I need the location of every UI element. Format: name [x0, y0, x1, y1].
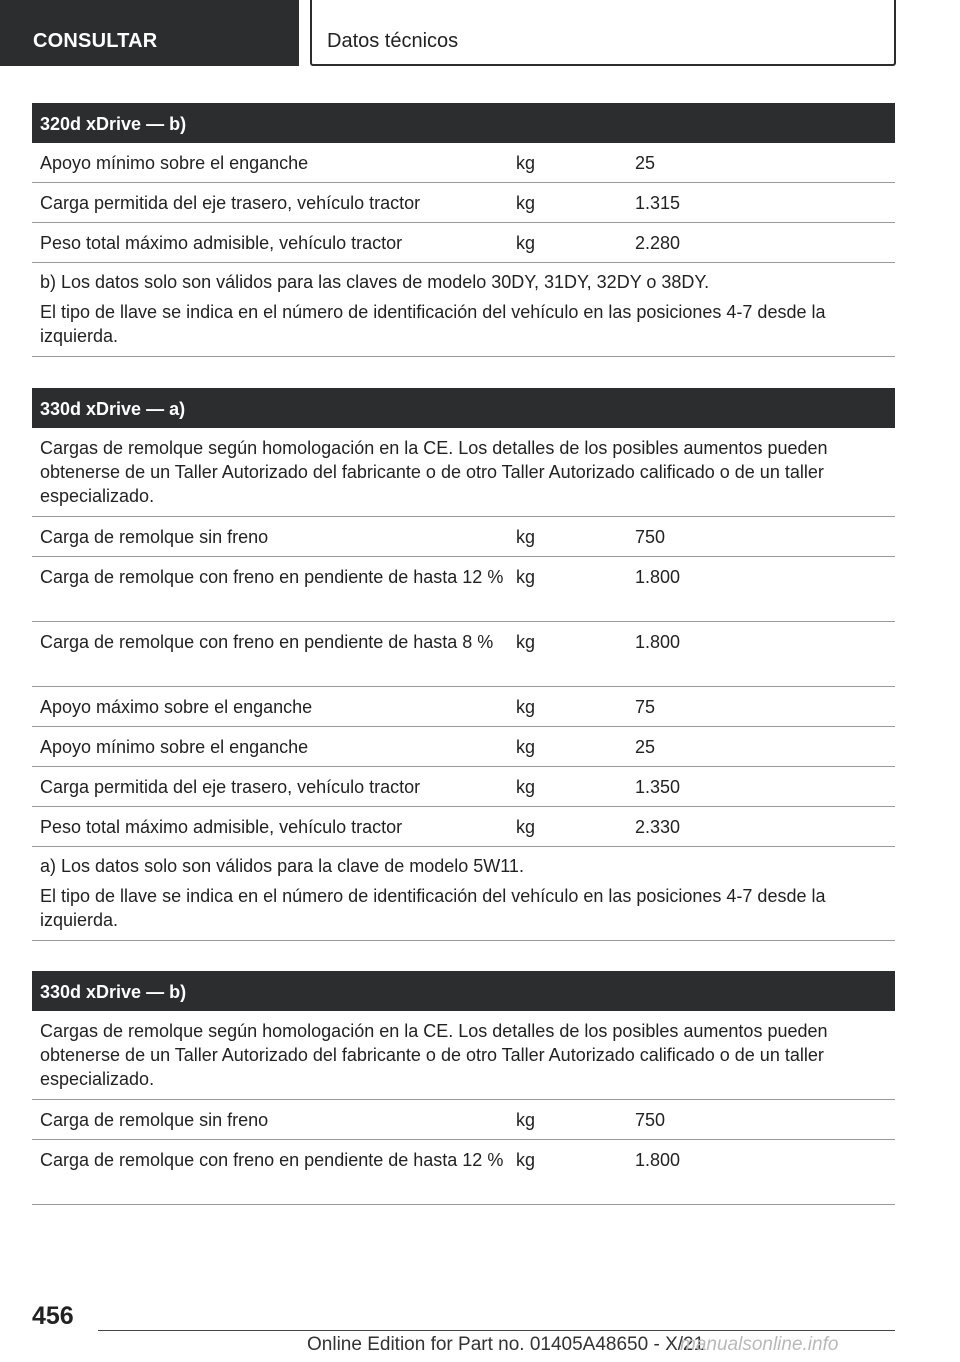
- row-label: Apoyo mínimo sobre el enganche: [40, 153, 309, 173]
- section-title: 330d xDrive — a): [32, 388, 895, 428]
- row-unit: kg: [516, 777, 536, 797]
- table-row: [32, 687, 895, 727]
- section-intro: Cargas de remolque según homologación en la CE. Los detalles de los posibles aumentos pueden obtenerse de un Taller Autorizado del fabricante o de otro Taller Autorizado calificado o de un taller especializado.: [32, 428, 895, 517]
- section-title: 330d xDrive — b): [32, 971, 895, 1011]
- tab-consultar[interactable]: CONSULTAR: [0, 0, 299, 66]
- table-row: [32, 1140, 895, 1205]
- row-value: 25: [635, 153, 656, 173]
- table-row: [32, 807, 895, 847]
- footnote-line: b) Los datos solo son válidos para las claves de modelo 30DY, 31DY, 32DY o 38DY.: [40, 272, 710, 292]
- row-unit: kg: [516, 1150, 536, 1170]
- row-value: 25: [635, 737, 656, 757]
- table-row: [32, 622, 895, 687]
- section-320d-xdrive-b: [32, 103, 895, 357]
- table-row: [32, 1100, 895, 1140]
- row-label: Carga de remolque sin freno: [40, 1110, 269, 1130]
- row-unit: kg: [516, 632, 536, 652]
- footnote-line: El tipo de llave se indica en el número de identificación del vehículo en las posiciones 4-7 desde la izquierda.: [40, 886, 826, 930]
- row-unit: kg: [516, 567, 536, 587]
- section-330d-xdrive-a: [32, 388, 895, 941]
- row-label: Peso total máximo admisible, vehículo tractor: [40, 817, 403, 837]
- row-label: Carga permitida del eje trasero, vehículo tractor: [40, 777, 421, 797]
- row-label: Carga de remolque con freno en pendiente de hasta 8 %: [40, 632, 494, 652]
- row-value: 1.315: [635, 193, 681, 213]
- table-row: [32, 727, 895, 767]
- row-unit: kg: [516, 233, 536, 253]
- table-row: [32, 223, 895, 263]
- row-value: 1.350: [635, 777, 681, 797]
- footer-divider: [98, 1330, 895, 1331]
- row-label: Peso total máximo admisible, vehículo tractor: [40, 233, 403, 253]
- row-label: Apoyo máximo sobre el enganche: [40, 697, 313, 717]
- row-label: Apoyo mínimo sobre el enganche: [40, 737, 309, 757]
- table-row: [32, 183, 895, 223]
- row-value: 750: [635, 1110, 666, 1130]
- table-row: [32, 517, 895, 557]
- tab-datos-tecnicos[interactable]: Datos técnicos: [310, 0, 896, 66]
- row-label: Carga permitida del eje trasero, vehículo tractor: [40, 193, 421, 213]
- row-unit: kg: [516, 737, 536, 757]
- row-label: Carga de remolque con freno en pendiente de hasta 12 %: [40, 567, 504, 587]
- row-value: 1.800: [635, 632, 681, 652]
- row-unit: kg: [516, 1110, 536, 1130]
- row-unit: kg: [516, 193, 536, 213]
- row-value: 2.330: [635, 817, 681, 837]
- table-row: [32, 767, 895, 807]
- edition-text: Online Edition for Part no. 01405A48650 - X/21: [307, 1334, 705, 1355]
- row-value: 75: [635, 697, 656, 717]
- section-title: 320d xDrive — b): [32, 103, 895, 143]
- top-bar: [0, 0, 960, 66]
- section-footnote: [32, 847, 895, 941]
- section-330d-xdrive-b: [32, 971, 895, 1205]
- row-label: Carga de remolque con freno en pendiente de hasta 12 %: [40, 1150, 504, 1170]
- row-unit: kg: [516, 697, 536, 717]
- section-intro: Cargas de remolque según homologación en la CE. Los detalles de los posibles aumentos pueden obtenerse de un Taller Autorizado del fabricante o de otro Taller Autorizado calificado o de un taller especializado.: [32, 1011, 895, 1100]
- footnote-line: El tipo de llave se indica en el número de identificación del vehículo en las posiciones 4-7 desde la izquierda.: [40, 302, 826, 346]
- row-unit: kg: [516, 153, 536, 173]
- table-row: [32, 143, 895, 183]
- row-value: 1.800: [635, 567, 681, 587]
- footnote-line: a) Los datos solo son válidos para la clave de modelo 5W11.: [40, 856, 524, 876]
- row-unit: kg: [516, 817, 536, 837]
- row-unit: kg: [516, 527, 536, 547]
- page-number: 456: [32, 1302, 74, 1330]
- row-value: 2.280: [635, 233, 681, 253]
- section-footnote: [32, 263, 895, 357]
- row-value: 1.800: [635, 1150, 681, 1170]
- row-value: 750: [635, 527, 666, 547]
- row-label: Carga de remolque sin freno: [40, 527, 269, 547]
- watermark: manualsonline.info: [680, 1334, 839, 1355]
- table-row: [32, 557, 895, 622]
